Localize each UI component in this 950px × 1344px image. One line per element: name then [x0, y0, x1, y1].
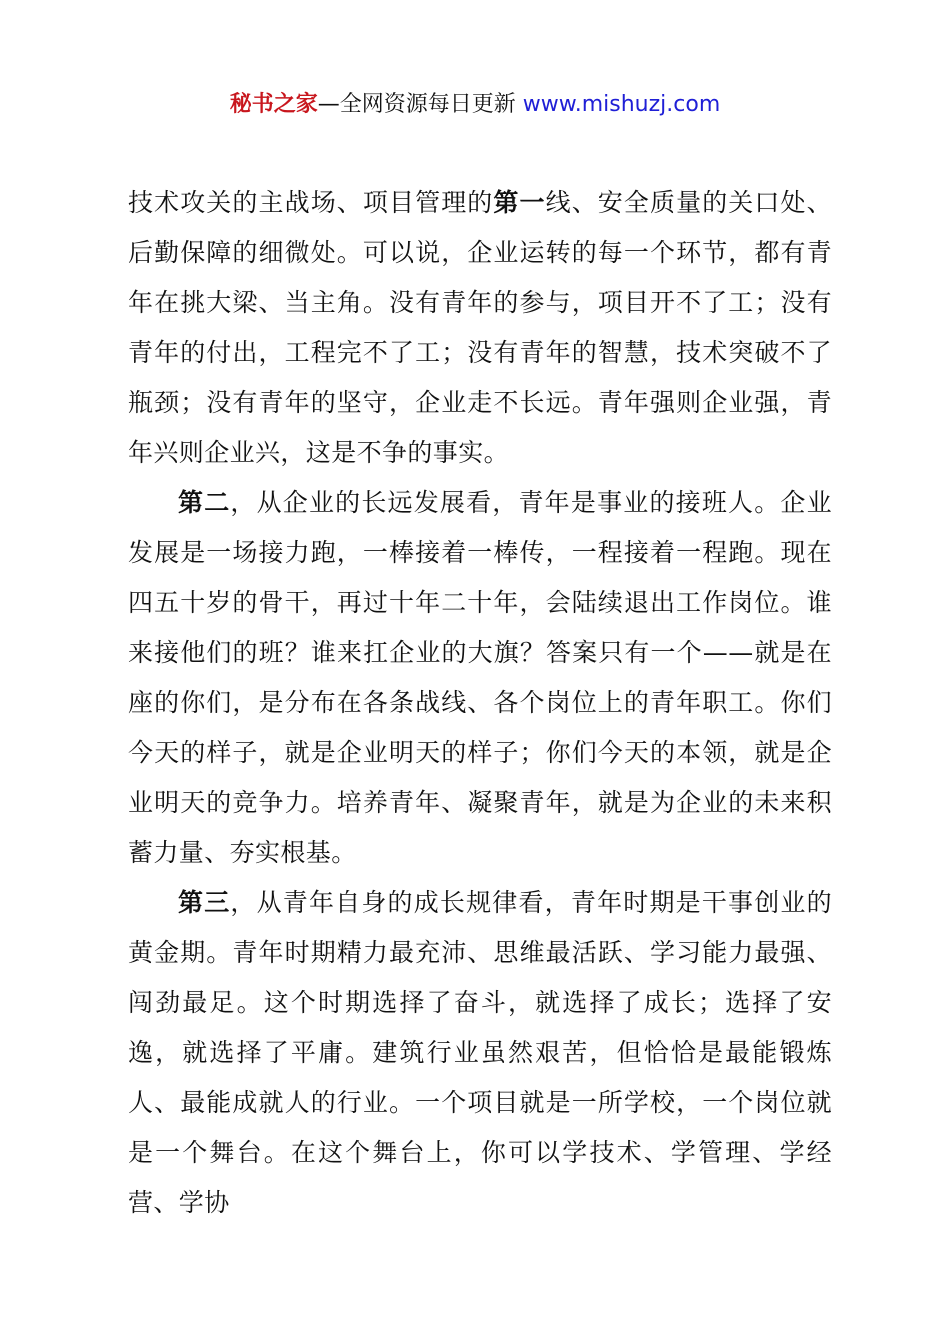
paragraph-third: [128, 878, 832, 1228]
paragraph-3-heading: 第三: [178, 888, 231, 917]
paragraph-continued: [128, 178, 832, 478]
site-url-link[interactable]: www.mishuzj.com: [522, 92, 721, 117]
paragraph-2-text: ，从企业的长远发展看，青年是事业的接班人。企业发展是一场接力跑，一棒接着一棒传，一程接着一程跑。现在四五十岁的骨干，再过十年二十年，会陆续退出工作岗位。谁来接他们的班？谁来扛企业的大旗？答案只有一个——就是在座的你们，是分布在各条战线、各个岗位上的青年职工。你们今天的样子，就是企业明天的样子；你们今天的本领，就是企业明天的竞争力。培养青年、凝聚青年，就是为企业的未来积蓄力量、夯实根基。: [128, 488, 832, 867]
page-header: [0, 88, 950, 122]
paragraph-1-bold: 第一: [493, 188, 546, 217]
paragraph-2-heading: 第二: [178, 488, 231, 517]
paragraph-1-text: 线、安全质量的关口处、后勤保障的细微处。可以说，企业运转的每一个环节，都有青年在挑大梁、当主角。没有青年的参与，项目开不了工；没有青年的付出，工程完不了工；没有青年的智慧，技术突破不了瓶颈；没有青年的坚守，企业走不长远。青年强则企业强，青年兴则企业兴，这是不争的事实。: [128, 188, 832, 467]
header-tagline: —全网资源每日更新: [317, 92, 523, 117]
paragraph-1-lead: 技术攻关的主战场、项目管理的: [128, 188, 494, 217]
brand-name: 秘书之家: [229, 92, 318, 117]
paragraph-3-text: ，从青年自身的成长规律看，青年时期是干事创业的黄金期。青年时期精力最充沛、思维最活跃、学习能力最强、闯劲最足。这个时期选择了奋斗，就选择了成长；选择了安逸，就选择了平庸。建筑行业虽然艰苦，但恰恰是最能锻炼人、最能成就人的行业。一个项目就是一所学校，一个岗位就是一个舞台。在这个舞台上，你可以学技术、学管理、学经营、学协: [128, 888, 832, 1217]
document-body: [128, 178, 832, 1228]
paragraph-second: [128, 478, 832, 878]
